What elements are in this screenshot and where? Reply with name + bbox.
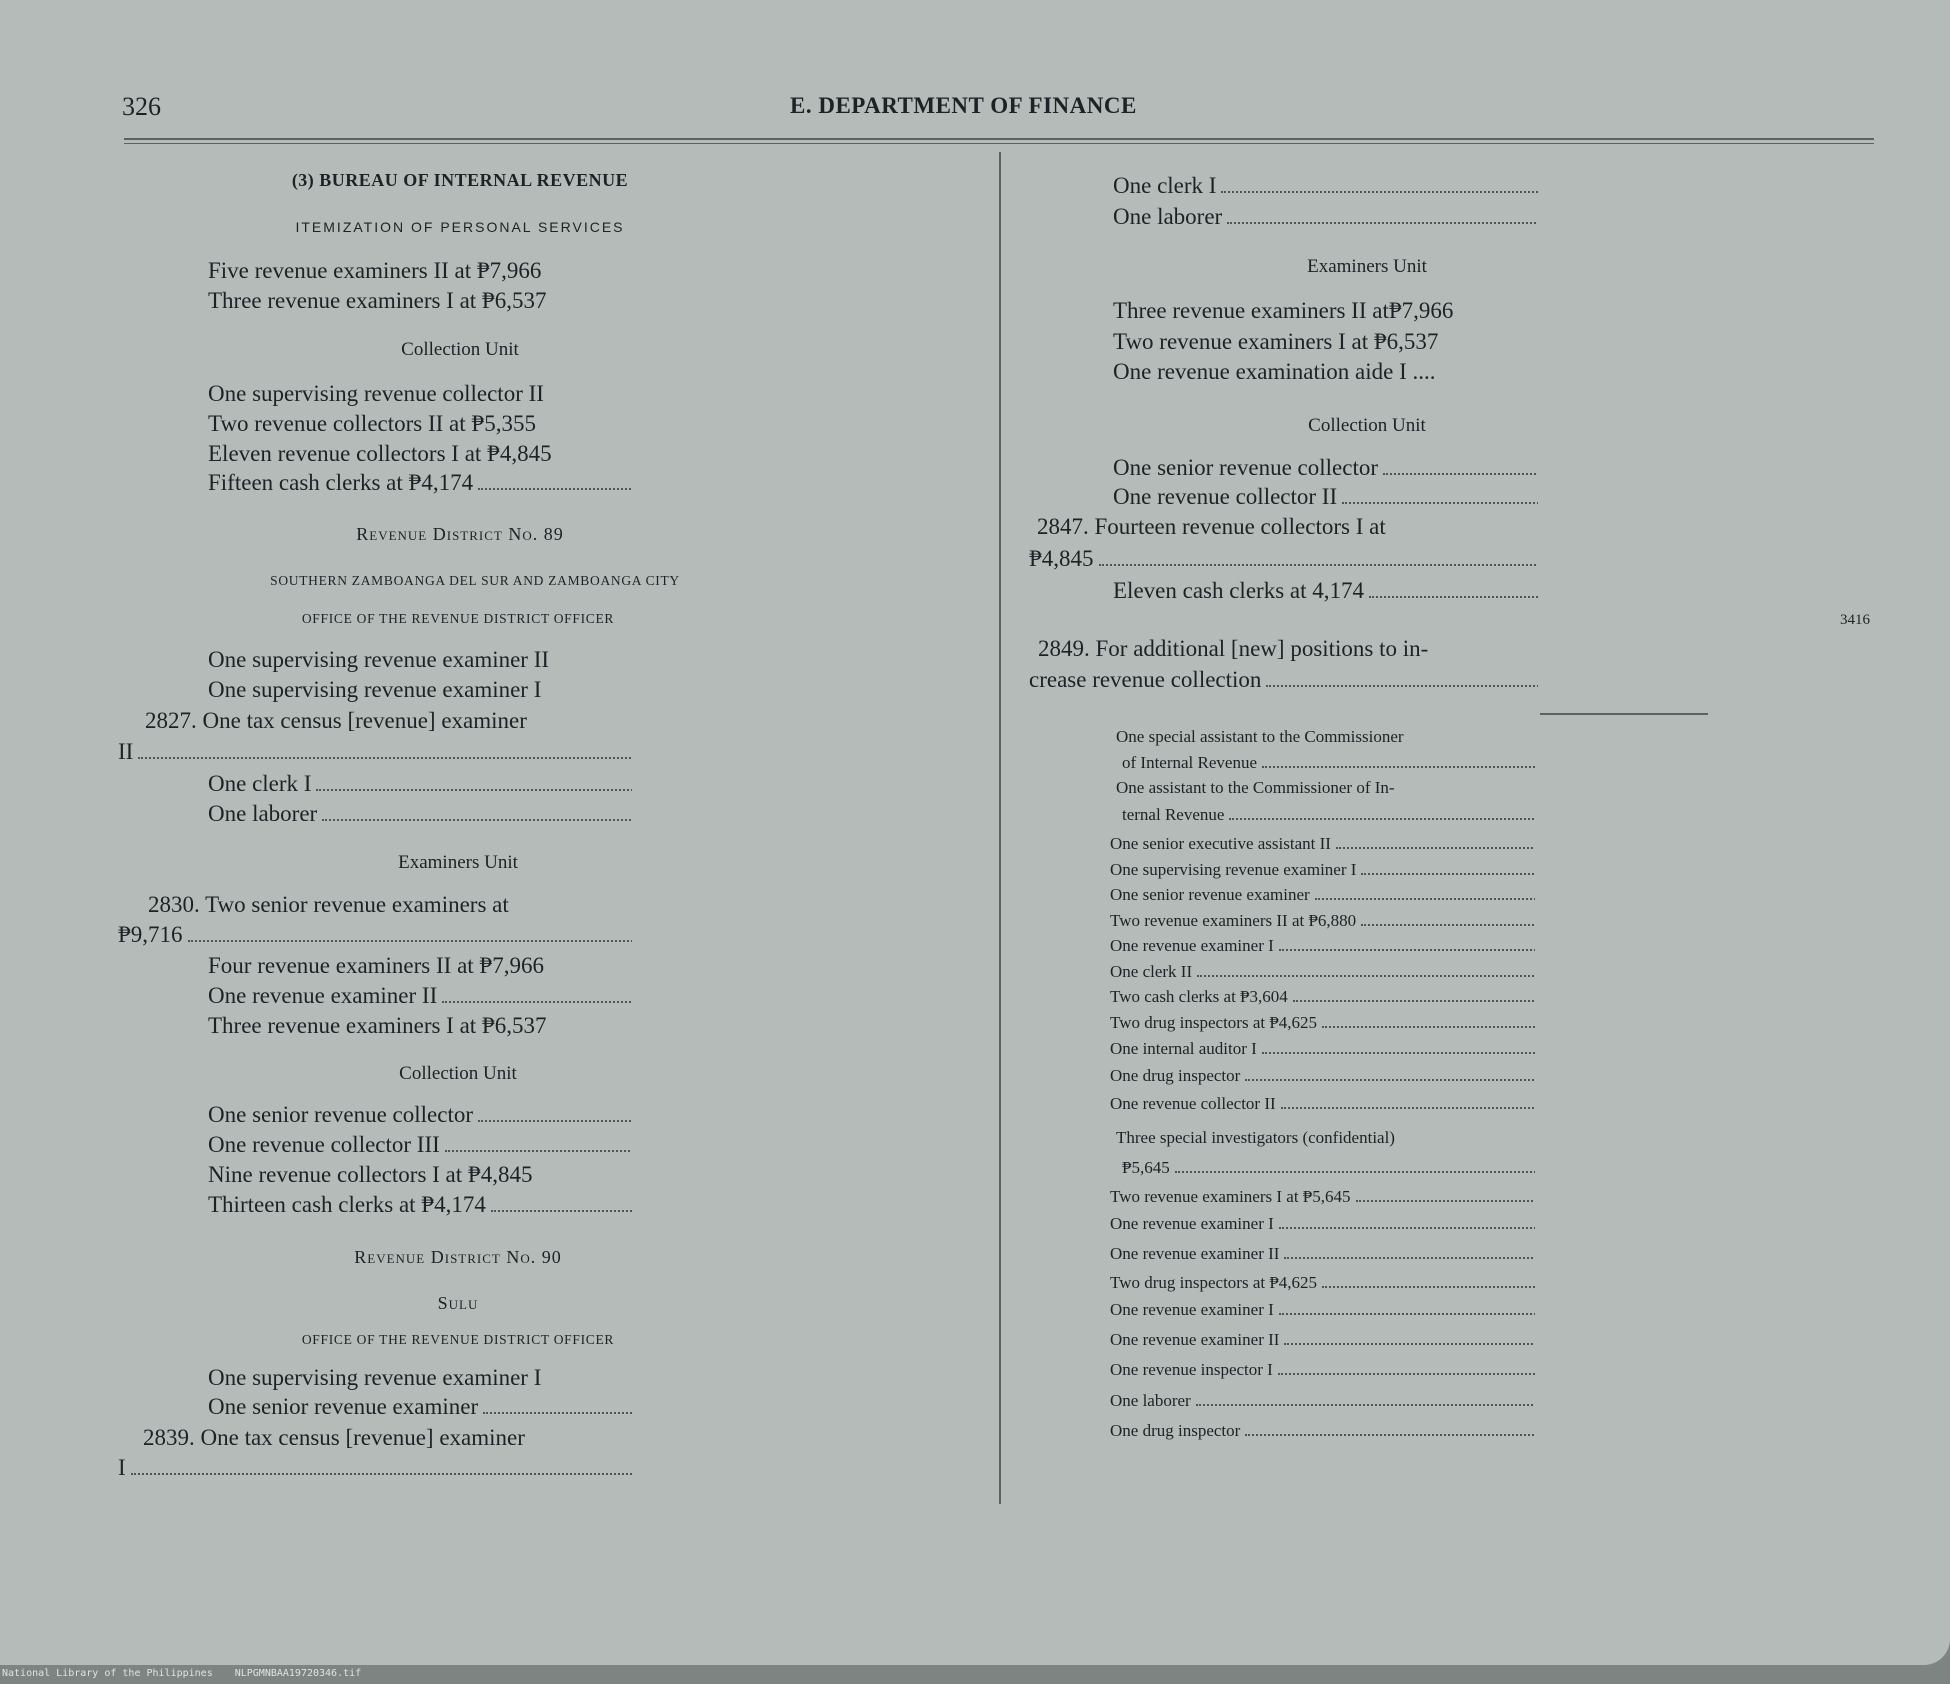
leader-dots (1245, 1434, 1535, 1436)
leader-dots (1196, 1404, 1535, 1406)
item-description (1110, 1360, 1535, 1380)
scan-footer (2, 1666, 383, 1682)
item-description (1110, 911, 1535, 931)
item-text: ₱9,716 (118, 922, 183, 947)
item-description (118, 1455, 632, 1481)
leader-dots (442, 1001, 632, 1003)
district-heading: Revenue District No. 90 (354, 1247, 562, 1267)
leader-dots (1356, 1200, 1535, 1202)
item-description (1113, 298, 1538, 324)
leader-dots (1361, 873, 1535, 875)
item-description (208, 1162, 632, 1188)
sub-item-text: ₱5,645 (1122, 1158, 1170, 1177)
item-description (208, 441, 632, 467)
item-text: Nine revenue collectors I at ₱4,845 (208, 1162, 533, 1187)
item-text: One revenue collector II (1110, 1094, 1276, 1113)
item-text: One revenue collector II (1113, 484, 1338, 509)
item-description (208, 411, 632, 437)
leader-dots (1279, 949, 1535, 951)
sub-item-text: of Internal Revenue (1122, 753, 1257, 772)
unit-heading: Collection Unit (1308, 415, 1426, 436)
item-description (208, 381, 632, 407)
leader-dots (322, 819, 632, 821)
item-description (208, 983, 632, 1009)
item-text: One clerk I (208, 771, 312, 796)
item-text: One revenue collector III (208, 1132, 440, 1157)
sub-item-text: Three special investigators (confidential) (1116, 1128, 1395, 1147)
leader-dots (1099, 564, 1538, 566)
item-text: Two drug inspectors at ₱4,625 (1110, 1013, 1318, 1032)
item-text: One clerk I (1113, 173, 1217, 198)
sub-item-text: One special assistant to the Commissioner (1116, 727, 1404, 746)
item-text: Eleven cash clerks at 4,174 (1113, 578, 1364, 603)
sub-item-text: ternal Revenue (1122, 805, 1225, 824)
item-description (118, 922, 632, 948)
item-description (1113, 359, 1538, 385)
item-text: Eleven revenue collectors I at ₱4,845 (208, 441, 552, 466)
item-line-1: 2849. For additional [new] positions to in- (1038, 636, 1429, 661)
item-text: Two revenue examiners I at ₱6,537 (1113, 329, 1439, 354)
leader-dots (478, 1120, 632, 1122)
item-description (1110, 860, 1535, 880)
item-text: One clerk II (1110, 962, 1193, 981)
total-underline (1540, 713, 1708, 715)
item-description (208, 647, 632, 673)
item-text: One revenue examination aide I .... (1113, 359, 1436, 384)
item-text: One laborer (1110, 1391, 1191, 1410)
item-description (1110, 834, 1535, 854)
item-line-1: 2827. One tax census [revenue] examiner (145, 708, 527, 733)
leader-dots (445, 1150, 632, 1152)
item-description (1110, 1244, 1535, 1264)
leader-dots (1245, 1079, 1535, 1081)
leader-dots (1227, 222, 1538, 224)
leader-dots (1383, 473, 1538, 475)
leader-dots (1284, 1257, 1535, 1259)
header-rule (124, 138, 1874, 140)
item-description (1110, 1094, 1535, 1114)
unit-heading: Examiners Unit (1307, 256, 1427, 277)
leader-dots (1322, 1286, 1535, 1288)
item-description (1110, 1066, 1535, 1086)
leader-dots (1281, 1107, 1535, 1109)
leader-dots (1322, 1026, 1535, 1028)
item-text: One laborer (208, 801, 318, 826)
item-line-1: 2847. Fourteen revenue collectors I at (1037, 514, 1386, 539)
item-text: Three revenue examiners II at₱7,966 (1113, 298, 1454, 323)
item-description (208, 1102, 632, 1128)
item-text: crease revenue collection (1029, 667, 1262, 692)
item-text: One revenue examiner I (1110, 1214, 1274, 1233)
item-text: One revenue examiner I (1110, 1300, 1274, 1319)
leader-dots (1284, 1343, 1535, 1345)
item-description (1110, 1039, 1535, 1059)
item-description (1110, 1214, 1535, 1234)
item-description (208, 288, 632, 314)
item-text: One revenue examiner II (208, 983, 438, 1008)
item-text: One supervising revenue examiner I (208, 1365, 542, 1390)
unit-heading: Examiners Unit (398, 852, 518, 873)
column-divider (999, 152, 1001, 1504)
leader-dots (1279, 1227, 1535, 1229)
item-text: Thirteen cash clerks at ₱4,174 (208, 1192, 486, 1217)
item-description (208, 1394, 632, 1420)
item-text: ₱4,845 (1029, 546, 1094, 571)
section-subtitle: ITEMIZATION OF PERSONAL SERVICES (295, 219, 625, 235)
header-rule-lower (124, 143, 1874, 144)
sub-item-description (1122, 805, 1535, 825)
item-description (208, 258, 632, 284)
item-text: One revenue inspector I (1110, 1360, 1273, 1379)
item-description (1110, 1300, 1535, 1320)
item-text: One drug inspector (1110, 1421, 1241, 1440)
leader-dots (188, 940, 632, 942)
item-description (208, 1192, 632, 1218)
leader-dots (1279, 1313, 1535, 1315)
item-line-1: 2839. One tax census [revenue] examiner (143, 1425, 525, 1450)
leader-dots (1175, 1171, 1535, 1173)
item-text: One supervising revenue examiner I (208, 677, 542, 702)
leader-dots (1278, 1373, 1535, 1375)
item-description (1113, 204, 1538, 230)
item-description (1029, 667, 1538, 693)
page-title: E. DEPARTMENT OF FINANCE (790, 93, 1137, 118)
leader-dots (1221, 191, 1538, 193)
district-area: SOUTHERN ZAMBOANGA DEL SUR AND ZAMBOANGA CITY (270, 573, 680, 588)
unit-heading: Collection Unit (401, 339, 519, 360)
item-description (208, 801, 632, 827)
leader-dots (1197, 975, 1535, 977)
section-title: (3) BUREAU OF INTERNAL REVENUE (291, 170, 629, 190)
leader-dots (1315, 898, 1535, 900)
file-name: NLPGMNBAA19720346.tif (234, 1668, 362, 1679)
item-text: Two cash clerks at ₱3,604 (1110, 987, 1288, 1006)
item-description (1110, 1330, 1535, 1350)
item-text: II (118, 739, 134, 764)
item-text: Two drug inspectors at ₱4,625 (1110, 1273, 1318, 1292)
item-description (1110, 1273, 1535, 1293)
item-text: Five revenue examiners II at ₱7,966 (208, 258, 542, 283)
leader-dots (138, 757, 632, 759)
district-area: Sulu (437, 1293, 479, 1313)
item-description (1113, 455, 1538, 481)
district-office: OFFICE OF THE REVENUE DISTRICT OFFICER (301, 1332, 615, 1347)
item-text: One senior revenue examiner (208, 1394, 479, 1419)
item-text: One internal auditor I (1110, 1039, 1257, 1058)
leader-dots (1266, 685, 1538, 687)
item-description (1113, 173, 1538, 199)
item-text: Two revenue collectors II at ₱5,355 (208, 411, 536, 436)
leader-dots (1262, 1052, 1535, 1054)
item-text: Two revenue examiners II at ₱6,880 (1110, 911, 1357, 930)
item-description (208, 771, 632, 797)
unit-heading: Collection Unit (399, 1063, 517, 1084)
item-description (1113, 578, 1538, 604)
item-text: Two revenue examiners I at ₱5,645 (1110, 1187, 1351, 1206)
leader-dots (1229, 818, 1535, 820)
item-description (208, 1013, 632, 1039)
leader-dots (1336, 847, 1535, 849)
district-office: OFFICE OF THE REVENUE DISTRICT OFFICER (301, 611, 615, 626)
item-text: Three revenue examiners I at ₱6,537 (208, 1013, 547, 1038)
item-description (1110, 1187, 1535, 1207)
sub-item-description (1122, 1158, 1535, 1178)
item-description (208, 1365, 632, 1391)
leader-dots (1293, 1000, 1535, 1002)
page-number: 326 (122, 92, 161, 121)
item-description (1113, 329, 1538, 355)
item-text: One supervising revenue collector II (208, 381, 544, 406)
item-text: One senior revenue examiner (1110, 885, 1310, 904)
item-description (1110, 1421, 1535, 1441)
leader-dots (1361, 924, 1535, 926)
item-description (1110, 936, 1535, 956)
item-description (1113, 484, 1538, 510)
item-text: Four revenue examiners II at ₱7,966 (208, 953, 544, 978)
library-credit: National Library of the Philippines (2, 1668, 213, 1679)
item-text: One drug inspector (1110, 1066, 1241, 1085)
sub-item-text: One assistant to the Commissioner of In- (1116, 778, 1395, 797)
item-text: One senior revenue collector (208, 1102, 474, 1127)
item-text: I (118, 1455, 126, 1480)
leader-dots (316, 789, 632, 791)
item-text: One revenue examiner I (1110, 936, 1274, 955)
item-description (208, 953, 632, 979)
item-text: Three revenue examiners I at ₱6,537 (208, 288, 547, 313)
item-description (1110, 885, 1535, 905)
item-text: One senior revenue collector (1113, 455, 1379, 480)
leader-dots (1369, 596, 1538, 598)
item-description (1110, 987, 1535, 1007)
leader-dots (478, 488, 632, 490)
leader-dots (483, 1412, 632, 1414)
item-description (208, 677, 632, 703)
item-description (118, 739, 632, 765)
district-heading: Revenue District No. 89 (356, 524, 564, 544)
item-reference: 3416 (1840, 612, 1870, 628)
item-description (1110, 1391, 1535, 1411)
item-text: One supervising revenue examiner II (208, 647, 550, 672)
item-text: Fifteen cash clerks at ₱4,174 (208, 470, 474, 495)
leader-dots (1262, 766, 1535, 768)
item-text: One revenue examiner II (1110, 1330, 1280, 1349)
item-text: One revenue examiner II (1110, 1244, 1280, 1263)
item-description (1110, 1013, 1535, 1033)
item-text: One laborer (1113, 204, 1223, 229)
item-description (1110, 962, 1535, 982)
sub-item-description (1122, 753, 1535, 773)
item-text: One senior executive assistant II (1110, 834, 1331, 853)
item-line-1: 2830. Two senior revenue examiners at (148, 892, 509, 917)
leader-dots (131, 1473, 632, 1475)
leader-dots (491, 1210, 632, 1212)
item-description (208, 1132, 632, 1158)
leader-dots (1342, 502, 1538, 504)
item-description (1029, 546, 1538, 572)
item-description (208, 470, 632, 496)
item-text: One supervising revenue examiner I (1110, 860, 1357, 879)
